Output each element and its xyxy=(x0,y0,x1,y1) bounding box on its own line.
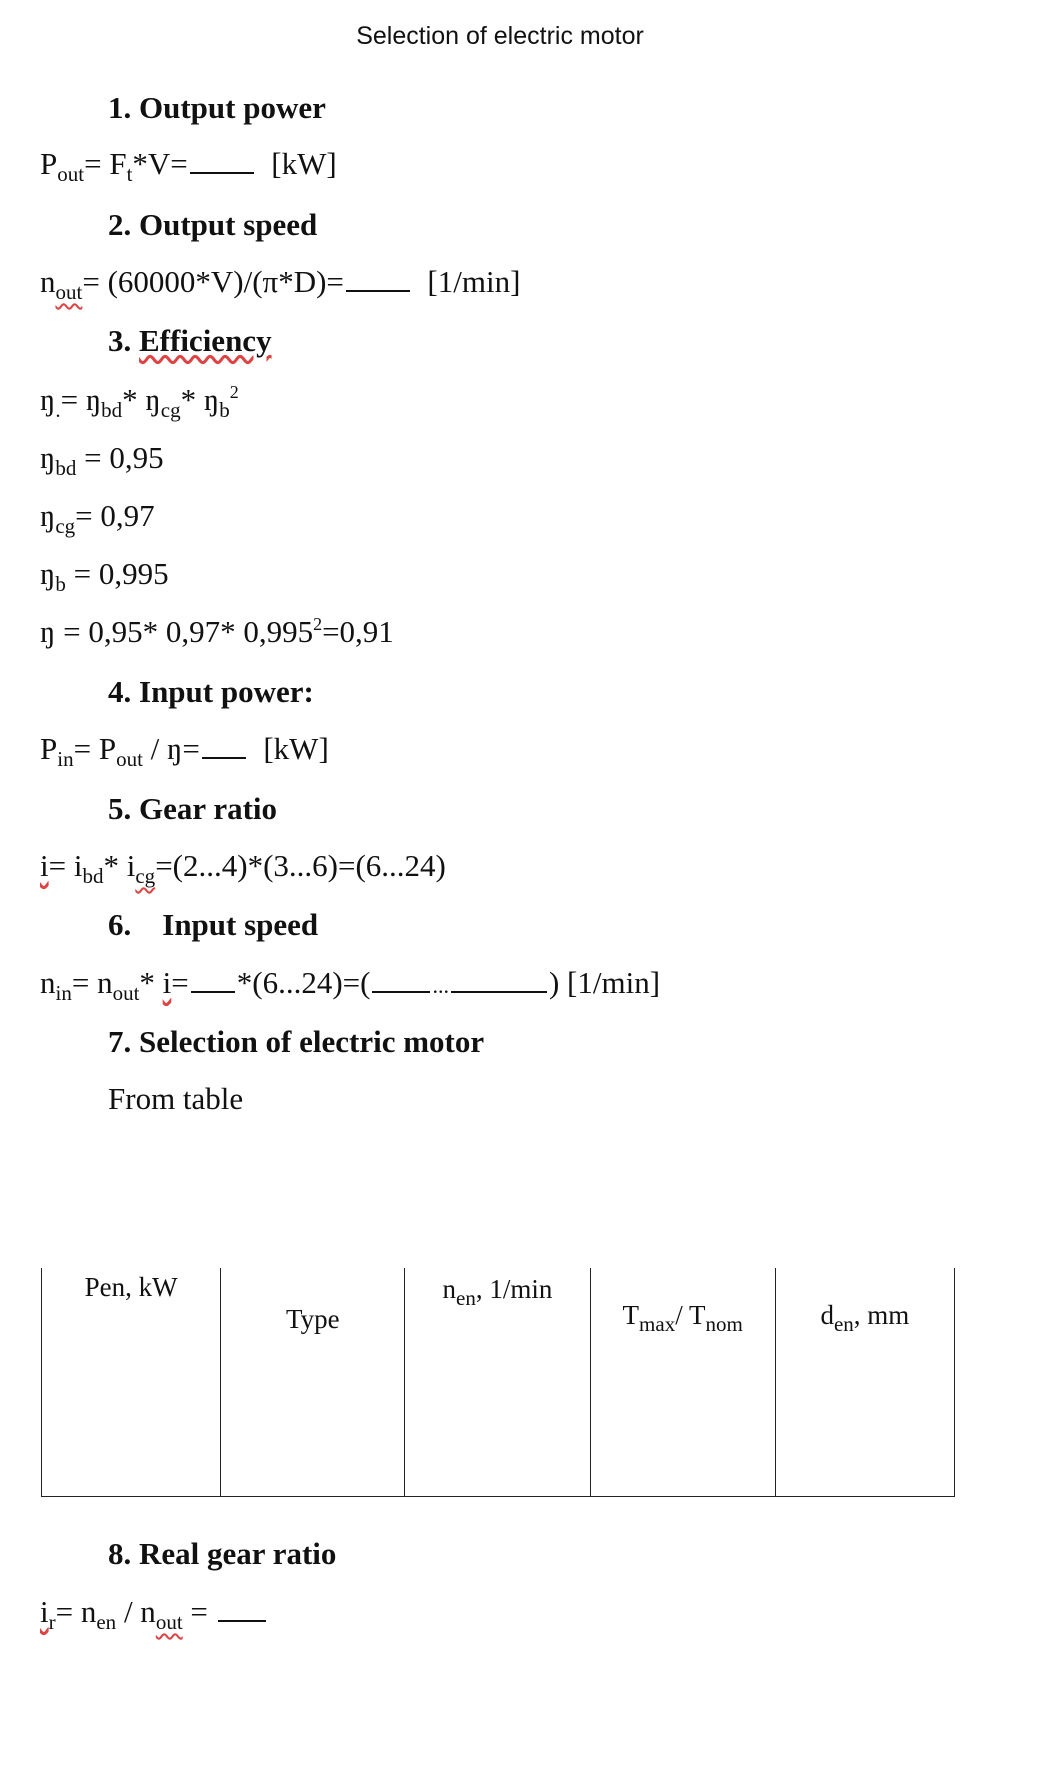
formula-real-gear-ratio: $i_r= n_{en} / n_{out}$ = xyxy=(40,1594,268,1635)
answer-blank xyxy=(191,985,235,993)
section-input-speed: 6. Input speed xyxy=(108,907,319,942)
formula-eta-b: $ŋ_b = 0,995$ xyxy=(40,556,169,596)
section-input-power: 4. Input power: xyxy=(108,674,314,709)
header-type: Type xyxy=(221,1268,405,1432)
section-output-power: 1. Output power xyxy=(108,90,326,125)
table-cell xyxy=(775,1432,954,1497)
table-header-row xyxy=(42,1268,955,1432)
answer-blank xyxy=(346,284,410,292)
section-output-speed: 2. Output speed xyxy=(108,207,318,242)
formula-input-power: $P_{in}= P_{out}$ / ŋ= [kW] xyxy=(40,731,329,771)
formula-gear-ratio: $i= i_{bd}*$ $i_{cg}=(2...4)*(3...6)=(6...24)$ xyxy=(40,848,446,888)
header-torque-ratio: $T_{max}/$ $T_{nom}$ xyxy=(590,1268,775,1432)
table-cell xyxy=(405,1432,590,1497)
formula-eta-cg: $ŋ_{cg}= 0,97$ xyxy=(40,498,155,538)
table-row xyxy=(42,1432,955,1497)
formula-efficiency: $ŋ_.=$ $ŋ_{bd}*$ $ŋ_{cg}*$ $ŋ_b^2$ xyxy=(40,382,239,422)
table-cell xyxy=(590,1432,775,1497)
section-motor-selection: 7. Selection of electric motor xyxy=(108,1024,485,1059)
formula-eta-total: ŋ = 0,95* 0,97* $0,995^2=0,91$ xyxy=(40,614,394,649)
header-pen: Pen, kW xyxy=(42,1268,221,1432)
answer-blank xyxy=(372,985,430,993)
formula-input-speed: $n_{in}= n_{out}*$ i= *(6...24)=( ... ) [1/min] xyxy=(40,965,661,1005)
motor-table xyxy=(41,1268,955,1497)
header-nen: $n_{en}$, 1/min xyxy=(405,1268,590,1432)
page-title: Selection of electric motor xyxy=(356,22,644,50)
table-cell xyxy=(42,1432,221,1497)
answer-blank xyxy=(202,751,246,759)
formula-output-speed: $n_{out}= (60000*V)/(\pi*D)= [1/\min]$ xyxy=(40,264,521,304)
from-table-note: From table xyxy=(108,1081,244,1116)
answer-blank xyxy=(218,1614,266,1622)
table-cell xyxy=(221,1432,405,1497)
section-gear-ratio: 5. Gear ratio xyxy=(108,791,278,826)
answer-blank xyxy=(190,166,254,174)
formula-eta-bd: $ŋ_{bd} = 0,95$ xyxy=(40,440,164,480)
section-real-gear-ratio: 8. Real gear ratio xyxy=(108,1536,337,1571)
answer-blank xyxy=(451,985,547,993)
formula-output-power: $P_{out}= F_t*V= [kW]$ xyxy=(40,146,337,186)
section-efficiency: 3. Efficiency xyxy=(108,323,272,358)
header-den: $d_{en}$, mm xyxy=(775,1268,954,1432)
